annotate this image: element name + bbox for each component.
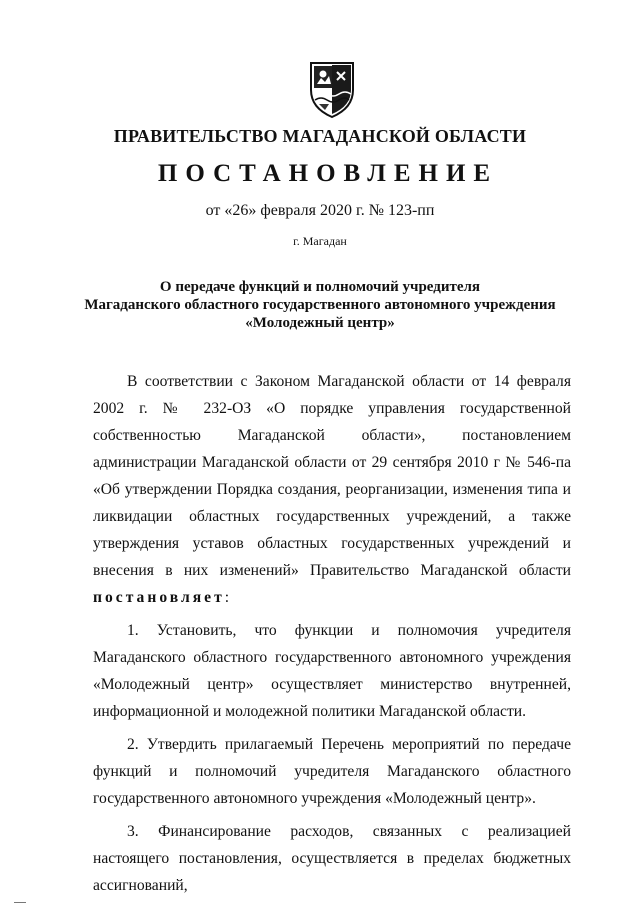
- scan-mark: [14, 902, 26, 903]
- authority-name: ПРАВИТЕЛЬСТВО МАГАДАНСКОЙ ОБЛАСТИ: [113, 126, 527, 146]
- document-type: ПОСТАНОВЛЕНИЕ: [157, 160, 499, 187]
- item-1: 1. Установить, что функции и полномочия учредителя Магаданского областного государственного автономного учреждения «Молодежный центр» осуществляет министерство внутренней, информационной и молодежной политики Магаданской области.: [93, 622, 571, 720]
- title-line: О передаче функций и полномочий учредителя: [159, 279, 481, 295]
- title-line: «Молодежный центр»: [245, 315, 395, 331]
- decree-word: постановляет: [93, 589, 225, 606]
- item-2: 2. Утвердить прилагаемый Перечень мероприятий по передаче функций и полномочий учредителя Магаданского областного государственного автономного учреждения «Молодежный центр».: [93, 736, 571, 807]
- document-date: от «26» февраля 2020 г. № 123-пп: [205, 202, 435, 219]
- coat-of-arms-icon: [307, 60, 357, 120]
- intro-paragraph: [93, 368, 571, 611]
- decree-colon: :: [224, 589, 230, 606]
- item-3: 3. Финансирование расходов, связанных с реализацией настоящего постановления, осуществляется в пределах бюджетных ассигнований,: [93, 823, 571, 894]
- intro-text: В соответствии с Законом Магаданской области от 14 февраля 2002 г. № 232-ОЗ «О порядке управления государственной собственностью Магаданской области», постановлением администрации Магаданской области от 29 сентября 2010 г № 546-па «Об утверждении Порядка создания, реорганизации, изменения типа и ликвидации областных государственных учреждений, а также утверждения уставов областных государственных учреждений и внесения в них изменений» Правительство Магаданской области: [93, 373, 571, 579]
- title-line: Магаданского областного государственного автономного учреждения: [84, 297, 556, 313]
- document-body: [93, 368, 571, 899]
- document-title: [0, 278, 640, 332]
- document-city: г. Магадан: [293, 234, 347, 248]
